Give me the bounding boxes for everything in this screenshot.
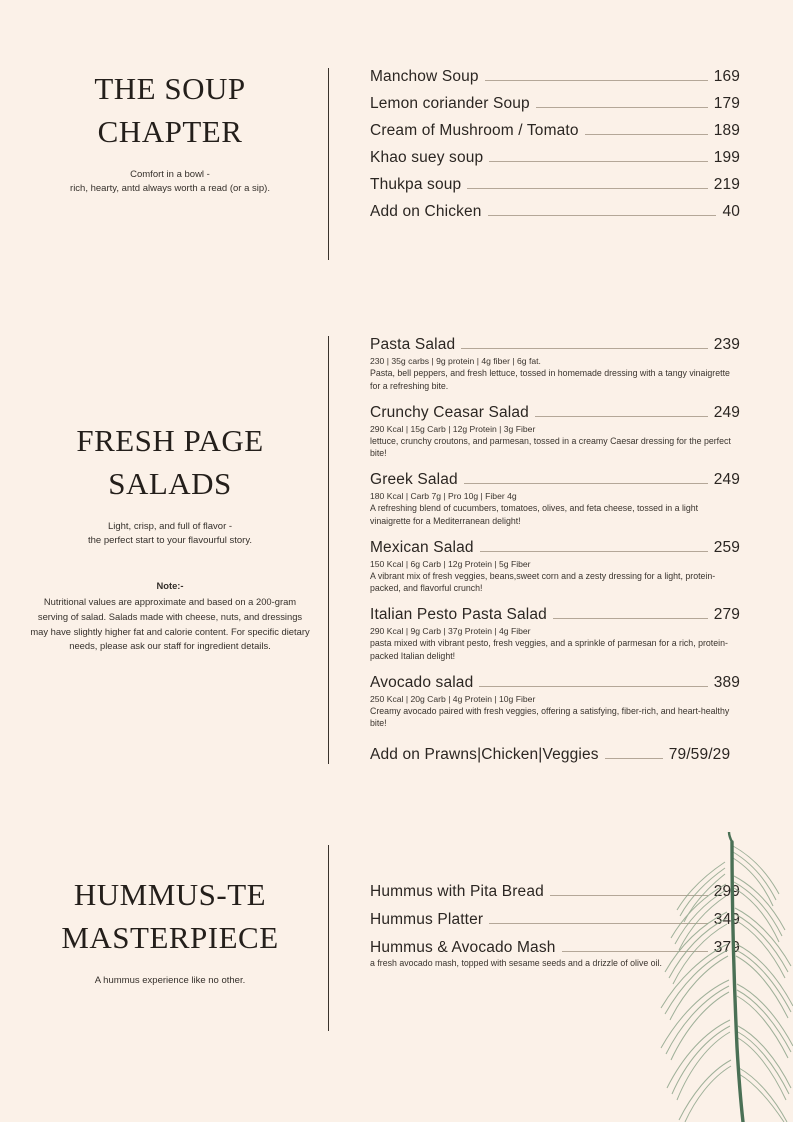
menu-item-description: pasta mixed with vibrant pesto, fresh veggies, and a sprinkle of parmesan for a rich, protein-packed Italian delight! [370, 638, 728, 661]
menu-item-name: Thukpa soup [370, 176, 462, 193]
menu-item-price: 299 [713, 883, 740, 900]
leader-line [479, 686, 707, 687]
menu-item-name: Hummus with Pita Bread [370, 883, 544, 900]
leader-line [467, 188, 707, 189]
soup-tagline-line2: rich, hearty, antd always worth a read (or a sip). [70, 183, 270, 195]
salads-tagline [28, 520, 312, 549]
menu-item-row [370, 883, 740, 901]
menu-item-name: Avocado salad [370, 673, 474, 691]
menu-item-description: A vibrant mix of fresh veggies, beans,sweet corn and a zesty dressing for a light, protein-packed, and flavorful crunch! [370, 570, 716, 594]
hummus-items-column [329, 845, 740, 1031]
menu-item-name: Italian Pesto Pasta Salad [370, 606, 547, 624]
menu-item-macros: 290 Kcal | 9g Carb | 37g Protein | 4g Fiber [370, 626, 531, 637]
menu-item[interactable] [370, 911, 740, 929]
menu-item-name: Khao suey soup [370, 149, 484, 166]
menu-item[interactable] [370, 939, 740, 970]
addon-name: Add on Prawns|Chicken|Veggies [370, 746, 599, 764]
hummus-heading-column [28, 845, 328, 1031]
salads-tagline-line2: the perfect start to your flavourful story. [87, 535, 253, 547]
menu-item-price: 249 [713, 471, 740, 489]
menu-item-price: 199 [713, 149, 740, 166]
hummus-section-title [28, 874, 312, 960]
menu-item-price: 169 [713, 68, 740, 85]
leader-line [488, 215, 717, 216]
menu-item-price: 179 [713, 95, 740, 112]
menu-item-row [370, 149, 740, 167]
addon-price: 79/59/29 [668, 746, 731, 764]
soup-heading-column [28, 68, 328, 260]
menu-item-row [370, 122, 740, 140]
hummus-tagline-line1: A hummus experience like no other. [94, 974, 246, 986]
menu-item-macros: 150 Kcal | 6g Carb | 12g Protein | 5g Fiber [370, 558, 531, 569]
section-soup [28, 68, 740, 260]
menu-item[interactable] [370, 122, 740, 140]
menu-item[interactable] [370, 68, 740, 86]
menu-item-description: A refreshing blend of cucumbers, tomatoes, olives, and feta cheese, tossed in a light vinaigrette for a Mediterranean delight! [370, 503, 699, 526]
menu-item-macros: 290 Kcal | 15g Carb | 12g Protein | 3g Fiber [370, 423, 536, 434]
menu-item-row [370, 674, 740, 692]
menu-item-row [370, 539, 740, 557]
leader-line [562, 951, 708, 952]
salads-note [28, 579, 312, 654]
menu-item[interactable] [370, 471, 740, 528]
menu-item-row [370, 203, 740, 221]
menu-item-macros: 250 Kcal | 20g Carb | 4g Protein | 10g Fiber [370, 693, 536, 704]
menu-item-price: 349 [713, 911, 740, 928]
leader-line [485, 80, 708, 81]
salads-tagline-line1: Light, crisp, and full of flavor - [107, 520, 233, 532]
leader-line [550, 895, 708, 896]
menu-item-price: 389 [713, 673, 740, 691]
menu-item-price: 219 [713, 176, 740, 193]
leader-line [553, 618, 708, 619]
menu-item-price: 249 [713, 403, 740, 421]
menu-item-row [370, 68, 740, 86]
menu-item-row [370, 336, 740, 354]
menu-item-price: 379 [713, 939, 740, 956]
menu-item-price: 189 [713, 122, 740, 139]
menu-item-addon-prawns[interactable] [370, 746, 740, 764]
menu-item-name: Hummus Platter [370, 911, 484, 928]
menu-item-price: 279 [713, 606, 740, 624]
menu-item-addon-chicken[interactable] [370, 203, 740, 221]
menu-item-row [370, 471, 740, 489]
leader-line [605, 758, 663, 759]
menu-item-description: a fresh avocado mash, topped with sesame seeds and a drizzle of olive oil. [370, 958, 662, 968]
menu-item[interactable] [370, 95, 740, 113]
menu-item-name: Hummus & Avocado Mash [370, 939, 556, 956]
salads-items-column [329, 336, 740, 764]
menu-item-name: Mexican Salad [370, 538, 474, 556]
leader-line [461, 348, 707, 349]
menu-item-description: lettuce, crunchy croutons, and parmesan, tossed in a creamy Caesar dressing for the perfect bite! [370, 435, 731, 459]
menu-item-row [370, 939, 740, 957]
leader-line [489, 161, 707, 162]
menu-item-price: 259 [713, 538, 740, 556]
menu-item[interactable] [370, 606, 740, 663]
menu-item-name: Cream of Mushroom / Tomato [370, 122, 579, 139]
menu-item-name: Add on Chicken [370, 203, 482, 220]
menu-item-name: Lemon coriander Soup [370, 95, 530, 112]
leader-line [480, 551, 708, 552]
menu-item-description: Pasta, bell peppers, and fresh lettuce, tossed in homemade dressing with a tangy vinaigrette for a refreshing bite. [370, 368, 730, 391]
menu-item-name: Crunchy Ceasar Salad [370, 403, 529, 421]
menu-item[interactable] [370, 149, 740, 167]
soup-tagline-line1: Comfort in a bowl - [130, 168, 210, 180]
soup-section-title [28, 68, 312, 154]
soup-items-column [329, 68, 740, 260]
hummus-title-line1: HUMMUS-TE [73, 877, 267, 912]
menu-item[interactable] [370, 336, 740, 393]
soup-tagline [28, 168, 312, 197]
menu-item-row [370, 176, 740, 194]
salads-note-label: Note:- [156, 579, 184, 591]
menu-item[interactable] [370, 176, 740, 194]
menu-item-row [370, 404, 740, 422]
leader-line [536, 107, 708, 108]
salads-section-title [28, 420, 312, 506]
salads-note-text: Nutritional values are approximate and based on a 200-gram serving of salad. Salads made with cheese, nuts, and dressings may have slightly higher fat and calorie content. For specific dietary needs, please ask our staff for ingredient details. [30, 595, 310, 652]
salads-heading-column [28, 336, 328, 764]
menu-item[interactable] [370, 883, 740, 901]
menu-item[interactable] [370, 404, 740, 461]
leader-line [464, 483, 708, 484]
leader-line [489, 923, 707, 924]
hummus-tagline [28, 974, 312, 989]
menu-item-row [370, 606, 740, 624]
menu-item[interactable] [370, 539, 740, 596]
menu-item-row [370, 911, 740, 929]
menu-item-name: Pasta Salad [370, 336, 456, 353]
salads-title-line1: FRESH PAGE [76, 423, 264, 458]
menu-item-description: Creamy avocado paired with fresh veggies, offering a satisfying, fiber-rich, and heart-healthy bite! [370, 705, 730, 729]
soup-title-line1: THE SOUP [94, 71, 246, 106]
leader-line [585, 134, 708, 135]
salads-title-line2: SALADS [108, 465, 232, 501]
leader-line [535, 416, 708, 417]
section-hummus [28, 845, 740, 1031]
menu-item-row [370, 95, 740, 113]
menu-item-macros: 230 | 35g carbs | 9g protein | 4g fiber | 6g fat. [370, 356, 541, 366]
menu-item-name: Manchow Soup [370, 68, 479, 85]
menu-item-price: 239 [713, 336, 740, 353]
menu-item-macros: 180 Kcal | Carb 7g | Pro 10g | Fiber 4g [370, 491, 517, 502]
menu-item-price: 40 [722, 203, 740, 220]
hummus-title-line2: MASTERPIECE [61, 919, 279, 955]
menu-item-name: Greek Salad [370, 471, 458, 489]
section-salads [28, 336, 740, 764]
menu-item[interactable] [370, 674, 740, 731]
soup-title-line2: CHAPTER [97, 113, 243, 149]
